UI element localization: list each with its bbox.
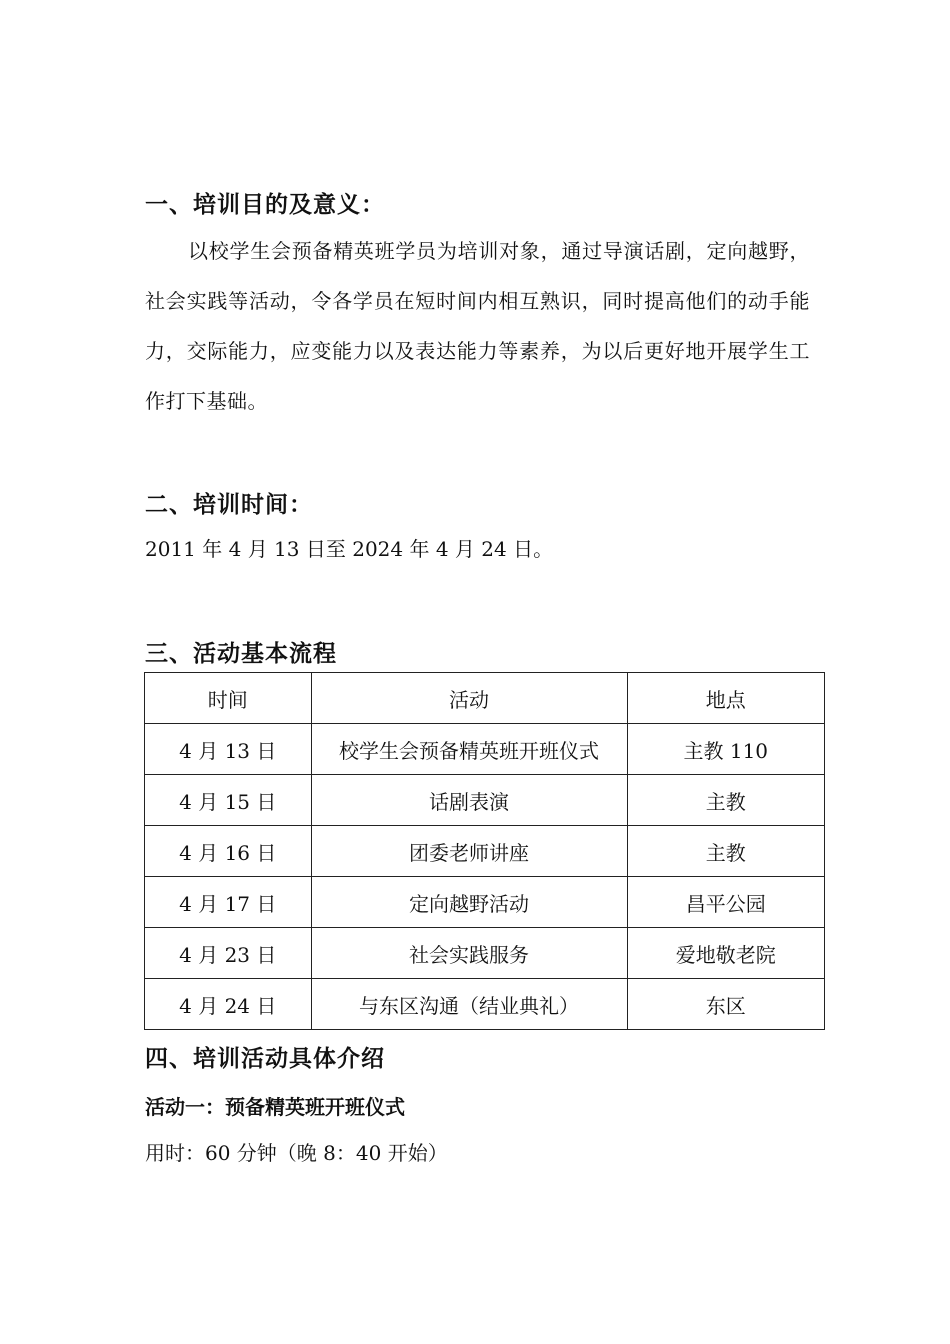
table-row xyxy=(145,826,825,877)
cell-location: 爱地敬老院 xyxy=(627,928,824,979)
cell-time: 4 月 24 日 xyxy=(145,979,312,1030)
cell-activity: 社会实践服务 xyxy=(311,928,627,979)
cell-time: 4 月 13 日 xyxy=(145,724,312,775)
cell-location: 主教 xyxy=(627,826,824,877)
table-header-row xyxy=(145,673,825,724)
header-time: 时间 xyxy=(145,673,312,724)
table-row xyxy=(145,775,825,826)
section-2-body: 2011 年 4 月 13 日至 2024 年 4 月 24 日。 xyxy=(145,537,554,561)
section-4-title: 四、培训活动具体介绍 xyxy=(145,1046,385,1072)
cell-location: 主教 110 xyxy=(627,724,824,775)
cell-location: 昌平公园 xyxy=(627,877,824,928)
schedule-table xyxy=(144,672,825,1030)
cell-activity: 话剧表演 xyxy=(311,775,627,826)
header-activity: 活动 xyxy=(311,673,627,724)
table-row xyxy=(145,979,825,1030)
table-row xyxy=(145,928,825,979)
section-1-title: 一、培训目的及意义： xyxy=(145,192,385,218)
activity-1-duration: 用时：60 分钟（晚 8：40 开始） xyxy=(145,1141,448,1165)
cell-activity: 校学生会预备精英班开班仪式 xyxy=(311,724,627,775)
cell-time: 4 月 17 日 xyxy=(145,877,312,928)
cell-time: 4 月 15 日 xyxy=(145,775,312,826)
section-3-title: 三、活动基本流程 xyxy=(145,641,337,667)
table-row xyxy=(145,724,825,775)
cell-time: 4 月 16 日 xyxy=(145,826,312,877)
header-location: 地点 xyxy=(627,673,824,724)
table-row xyxy=(145,877,825,928)
cell-activity: 定向越野活动 xyxy=(311,877,627,928)
activity-1-title: 活动一：预备精英班开班仪式 xyxy=(145,1095,405,1119)
section-1-body: 以校学生会预备精英班学员为培训对象，通过导演话剧，定向越野，社会实践等活动，令各学员在短时间内相互熟识，同时提高他们的动手能力，交际能力，应变能力以及表达能力等素养，为以后更好地开展学生工作打下基础。 xyxy=(145,239,810,413)
cell-location: 东区 xyxy=(627,979,824,1030)
cell-time: 4 月 23 日 xyxy=(145,928,312,979)
cell-activity: 与东区沟通（结业典礼） xyxy=(311,979,627,1030)
cell-activity: 团委老师讲座 xyxy=(311,826,627,877)
section-2-title: 二、培训时间： xyxy=(145,492,313,518)
cell-location: 主教 xyxy=(627,775,824,826)
